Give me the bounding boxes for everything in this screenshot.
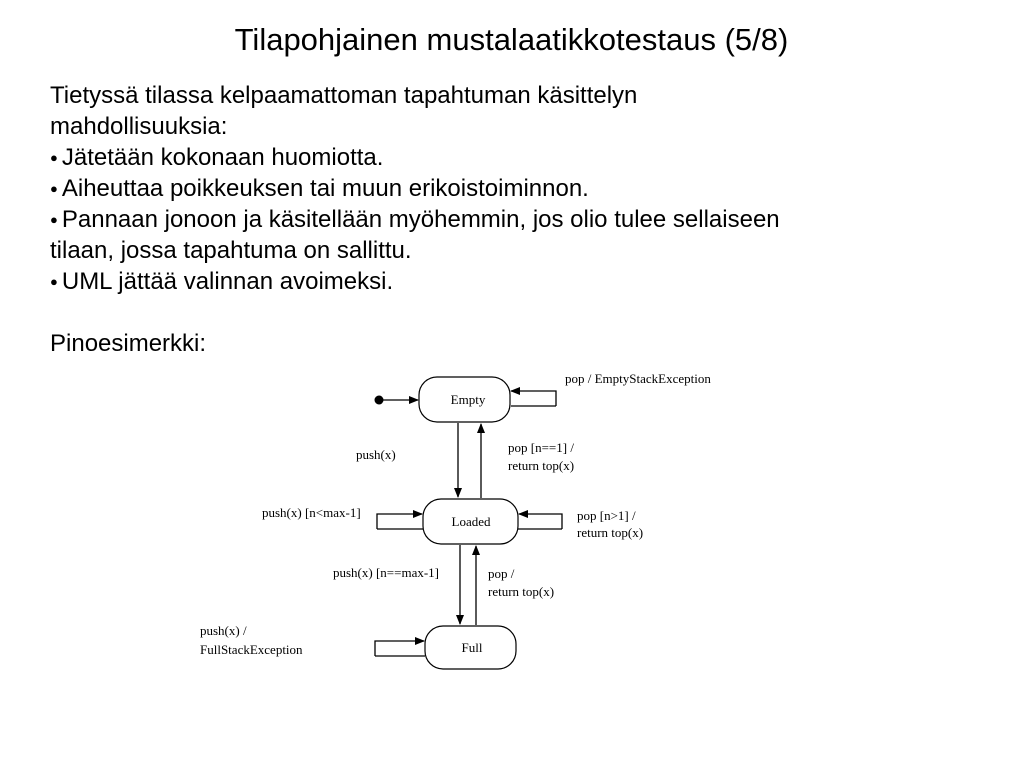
label-push-eq-max: push(x) [n==max-1] (333, 565, 439, 580)
example-label: Pinoesimerkki: (50, 330, 207, 357)
label-pop-n1-line1: pop [n==1] / (508, 440, 574, 455)
label-push-lt-max: push(x) [n<max-1] (262, 505, 361, 520)
intro-line-1: Tietyssä tilassa kelpaamattoman tapahtuman käsittelyn (50, 82, 638, 109)
state-loaded-label: Loaded (451, 514, 491, 529)
label-pop-full-line1: pop / (488, 566, 515, 581)
bullet-text-4: UML jättää valinnan avoimeksi. (61, 268, 394, 295)
label-push-x: push(x) (356, 447, 396, 462)
bullet-icon: ● (50, 274, 58, 289)
bullet-item-3-continued: tilaan, jossa tapahtuma on sallittu. (50, 237, 412, 264)
label-pop-gt1-line2: return top(x) (577, 525, 644, 540)
bullet-icon: ● (50, 212, 58, 227)
empty-self-loop-arrow (511, 391, 556, 406)
slide-title: Tilapohjainen mustalaatikkotestaus (5/8) (234, 22, 789, 57)
intro-line-2: mahdollisuuksia: (50, 113, 228, 140)
full-self-loop-arrow (375, 641, 424, 656)
loaded-right-self-loop-arrow (519, 514, 562, 529)
bullet-text-2: Aiheuttaa poikkeuksen tai muun erikoistoiminnon. (61, 175, 589, 202)
label-pop-full-line2: return top(x) (488, 584, 555, 599)
bullet-text-1: Jätetään kokonaan huomiotta. (61, 144, 384, 171)
bullet-text-3: Pannaan jonoon ja käsitellään myöhemmin, jos olio tulee sellaiseen (61, 206, 780, 233)
bullet-icon: ● (50, 150, 58, 165)
initial-state-dot (375, 396, 384, 405)
label-full-exception-line1: push(x) / (200, 623, 247, 638)
label-full-exception-line2: FullStackException (200, 642, 303, 657)
loaded-left-self-loop-arrow (377, 514, 422, 529)
label-pop-gt1-line1: pop [n>1] / (577, 508, 636, 523)
state-empty-label: Empty (450, 392, 486, 407)
label-pop-empty-exception: pop / EmptyStackException (565, 371, 711, 386)
bullet-icon: ● (50, 181, 58, 196)
label-pop-n1-line2: return top(x) (508, 458, 575, 473)
state-full-label: Full (461, 640, 483, 655)
